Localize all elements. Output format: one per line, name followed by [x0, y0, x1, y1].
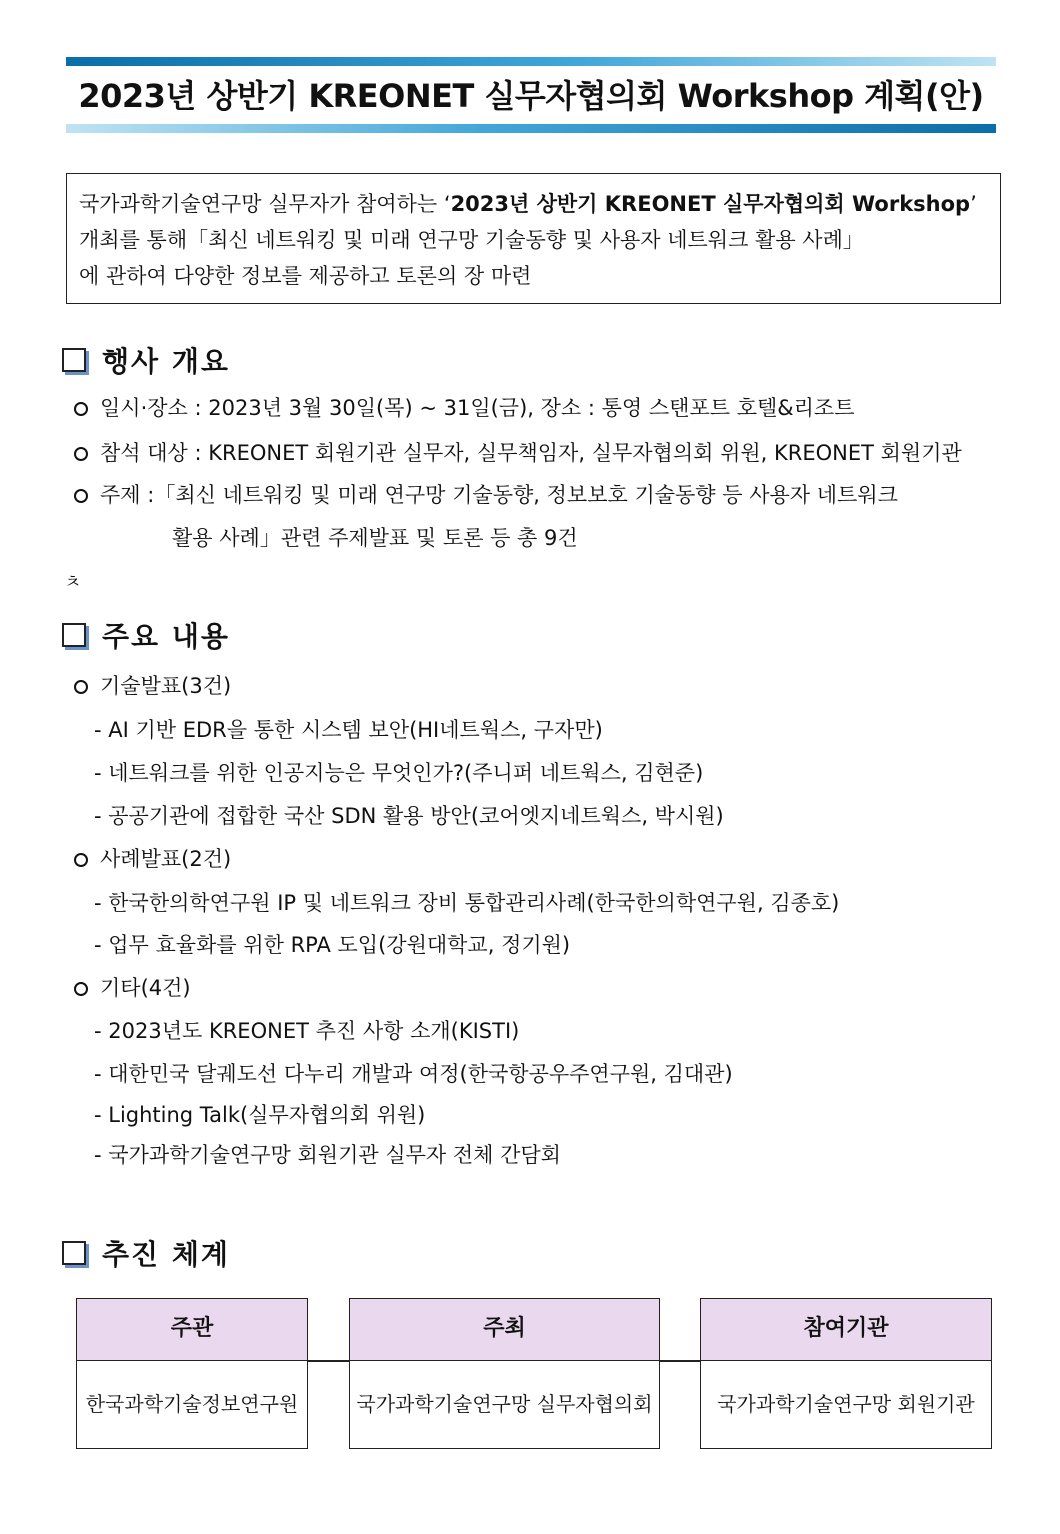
intro-line-2: 개최를 통해「최신 네트워킹 및 미래 연구망 기술동향 및 사용자 네트워크 활용 사례」 — [79, 228, 864, 252]
circle-bullet-icon — [74, 853, 88, 867]
org-value-organizer: 국가과학기술연구망 실무자협의회 — [349, 1360, 660, 1449]
contents-item: - 공공기관에 접합한 국산 SDN 활용 방안(코어엣지네트웍스, 박시원) — [94, 804, 724, 828]
contents-item: - 한국한의학연구원 IP 및 네트워크 장비 통합관리사례(한국한의학연구원, 김종호) — [94, 891, 840, 915]
contents-item: - 네트워크를 위한 인공지능은 무엇인가?(주니퍼 네트웍스, 김현준) — [94, 761, 704, 785]
stray-character: ㅊ — [64, 572, 82, 593]
group-label-text: 기술발표(3건) — [100, 674, 232, 698]
org-value-host: 한국과학기술정보연구원 — [76, 1360, 308, 1449]
org-header-organizer: 주최 — [349, 1298, 660, 1361]
contents-item: - 업무 효율화를 위한 RPA 도입(강원대학교, 정기원) — [94, 933, 571, 957]
org-value-participants: 국가과학기술연구망 회원기관 — [700, 1360, 992, 1449]
overview-item-text: 주제 :「최신 네트워킹 및 미래 연구망 기술동향, 정보보호 기술동향 등 사용자 네트워크 — [100, 483, 898, 507]
overview-item-text: 참석 대상 : KREONET 회원기관 실무자, 실무책임자, 실무자협의회 위원, KREONET 회원기관 — [100, 441, 962, 465]
circle-bullet-icon — [74, 489, 88, 503]
contents-group-label — [74, 844, 231, 874]
checkbox-square-icon — [62, 623, 86, 647]
group-label-text: 기타(4건) — [100, 976, 191, 1000]
section-title: 추진 체계 — [102, 1238, 230, 1271]
contents-group-label — [74, 671, 231, 701]
section-organization-heading — [62, 1233, 230, 1273]
intro-line-1-post: ’ — [970, 192, 977, 216]
org-header-participants: 참여기관 — [700, 1298, 992, 1361]
checkbox-square-icon — [62, 348, 86, 372]
contents-item: - 2023년도 KREONET 추진 사항 소개(KISTI) — [94, 1019, 520, 1043]
contents-group-label — [74, 973, 191, 1003]
section-overview-heading — [62, 340, 230, 380]
overview-item — [74, 480, 898, 510]
title-bar-bottom — [66, 124, 996, 133]
intro-line-1-pre: 국가과학기술연구망 실무자가 참여하는 ‘ — [79, 192, 451, 216]
contents-item: - 국가과학기술연구망 회원기관 실무자 전체 간담회 — [94, 1143, 561, 1167]
org-header-host: 주관 — [76, 1298, 308, 1361]
checkbox-square-icon — [62, 1241, 86, 1265]
intro-line-3: 에 관하여 다양한 정보를 제공하고 토론의 장 마련 — [79, 264, 532, 288]
overview-item — [74, 393, 855, 423]
org-connector-line — [307, 1360, 350, 1362]
org-connector-line — [659, 1360, 701, 1362]
section-contents-heading — [62, 615, 230, 655]
contents-item: - 대한민국 달궤도선 다누리 개발과 여정(한국항공우주연구원, 김대관) — [94, 1062, 733, 1086]
circle-bullet-icon — [74, 680, 88, 694]
intro-line-1-bold: 2023년 상반기 KREONET 실무자협의회 Workshop — [450, 192, 971, 216]
section-title: 주요 내용 — [102, 620, 230, 653]
overview-item-text: 일시·장소 : 2023년 3월 30일(목) ~ 31일(금), 장소 : 통영 스탠포트 호텔&리조트 — [100, 396, 855, 420]
title-bar-top — [66, 57, 996, 66]
document-title: 2023년 상반기 KREONET 실무자협의회 Workshop 계획(안) — [78, 77, 984, 115]
section-title: 행사 개요 — [102, 345, 230, 378]
contents-item: - Lighting Talk(실무자협의회 위원) — [94, 1103, 426, 1127]
overview-item — [74, 438, 962, 468]
intro-box — [66, 173, 1001, 304]
circle-bullet-icon — [74, 447, 88, 461]
intro-line-1 — [79, 186, 988, 222]
group-label-text: 사례발표(2건) — [100, 847, 232, 871]
contents-item: - AI 기반 EDR을 통한 시스템 보안(HI네트웍스, 구자만) — [94, 718, 603, 742]
circle-bullet-icon — [74, 402, 88, 416]
overview-topic-continuation: 활용 사례」관련 주제발표 및 토론 등 총 9건 — [172, 526, 578, 550]
circle-bullet-icon — [74, 982, 88, 996]
